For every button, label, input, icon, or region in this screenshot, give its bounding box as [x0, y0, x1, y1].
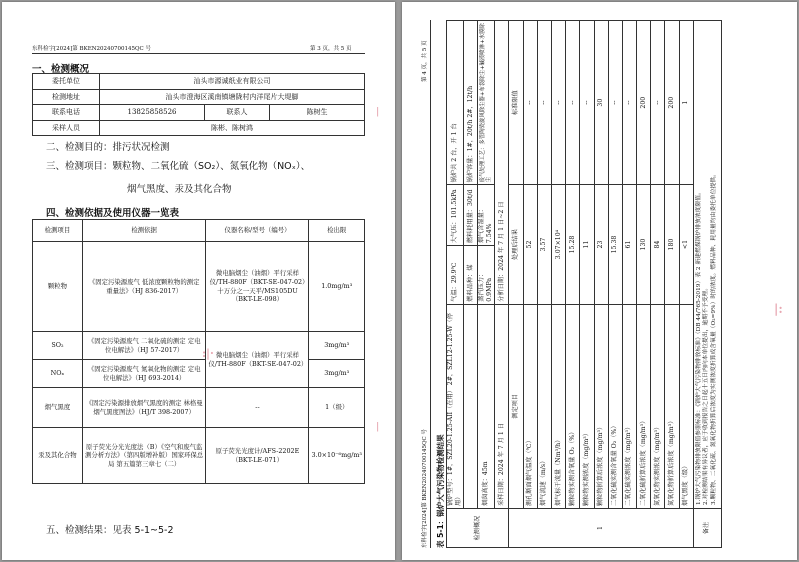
page-number: 第 3 页，共 5 页: [310, 46, 352, 52]
boiler-count: 锅炉共 2 台，开 1 台: [447, 21, 464, 185]
seal-fragment: |: [376, 422, 380, 432]
address-label: 检测地址: [33, 89, 100, 105]
table-row: [608, 21, 622, 548]
table-row: [523, 21, 537, 548]
row-limit: --: [566, 21, 580, 185]
stack-height: 烟囱高度：45m: [478, 304, 495, 508]
limit-cell: 1.0mg/m³: [309, 242, 365, 332]
row-name: 颗粒物实测含氧量 O₂（%）: [566, 304, 580, 508]
row-limit: 30: [594, 21, 608, 185]
report-number: 东科检字[2024]第 BKEN20240700145QC 号: [422, 429, 428, 548]
table-title: 表 5-1：锅炉大气污染物检测结果: [436, 434, 445, 548]
notes-label: 备注: [693, 509, 721, 548]
col-header-item: 检测项目: [33, 220, 83, 242]
basis-cell: 《固定污染源排放烟气黑度的测定 林格曼烟气黑度图法》（HJ/T 398-2007）: [82, 388, 206, 428]
table-row: [665, 21, 679, 548]
row-value: 52: [523, 185, 537, 304]
limit-cell: 3mg/m³: [309, 360, 365, 388]
temp: 气温：29.9℃: [447, 246, 464, 305]
item-cell: 汞及其化合物: [33, 428, 83, 484]
table-row: [33, 360, 365, 388]
contact-value: 陈树生: [270, 105, 365, 121]
phone-value: 13825858526: [100, 105, 205, 121]
item-cell: NOₓ: [33, 360, 83, 388]
section-title-overview: 一、检测概况: [32, 64, 90, 75]
table-row: [622, 21, 636, 548]
row-value: 180: [665, 185, 679, 304]
pressure: 大气压：101.5kPa: [447, 185, 464, 246]
phone-label: 联系电话: [33, 105, 100, 121]
item-cell: 烟气黑度: [33, 388, 83, 428]
row-limit: 200: [665, 21, 679, 185]
table-row: [679, 21, 693, 548]
row-limit: 200: [637, 21, 651, 185]
header-rule: [32, 53, 365, 54]
capacity: 锅炉容量：1#，20t/h 2#，12t/h: [464, 21, 478, 185]
row-name: 烟气流速（m/s）: [537, 304, 551, 508]
contact-label: 联系人: [205, 105, 270, 121]
row-limit: --: [537, 21, 551, 185]
row-name: 测孔断面烟气温度（℃）: [523, 304, 537, 508]
note-line: 1.锅炉大气污染物排放限值参照标准：《锅炉大气污染物排放标准》（DB 44/765-2019）表 2 新建燃煤锅炉排放浓度限值。: [695, 189, 702, 505]
seal-fragment: :|·: [202, 347, 214, 360]
basis-table: [32, 219, 365, 484]
report-number: 东科检字[2024]第 BKEN20240700145QC 号: [32, 46, 151, 52]
row-name: 烟气标干流量（Nm³/h）: [551, 304, 565, 508]
moisture: 烟气含湿量：7.54%: [478, 185, 495, 246]
row-name: 二氧化硫折算后浓度（mg/m³）: [637, 304, 651, 508]
row-name: 颗粒物折算后浓度（mg/m³）: [594, 304, 608, 508]
table-row: [464, 21, 478, 548]
row-value: 15.38: [608, 185, 622, 304]
row-limit: 1: [679, 21, 693, 185]
table-row: [509, 21, 523, 548]
treatment: 废气处理工艺：多管陶瓷旋风除尘器+布袋除尘+碱液喷淋+水膜除尘: [478, 21, 495, 185]
sampler-label: 采样人员: [33, 120, 100, 136]
table-row: [33, 242, 365, 332]
sampler-value: 陈彬、陈树鸿: [100, 120, 365, 136]
row-value: 130: [637, 185, 651, 304]
row-name: 氮氧化物折算后浓度（mg/m³）: [665, 304, 679, 508]
row-name: 二氧化硫实测含氧量 O₂（%）: [608, 304, 622, 508]
item-cell: SO₂: [33, 332, 83, 360]
col-header-instrument: 仪器名称/型号（编号）: [206, 220, 309, 242]
note-line: 2.对检测结果有异议者，应于收到报告之日起十五日内向本单位提出，逾期不予受理。: [703, 284, 710, 505]
row-value: 11: [580, 185, 594, 304]
col-header-limit: 标准限值: [509, 21, 523, 185]
overview-table: [32, 73, 365, 136]
note-line: 3.颗粒物、二氧化硫、氮氧化物折算后浓度为实测浓度折算成含氧量（O₂=9%）时的浓度。燃料品种、耗用量均由委托单位提供。: [711, 171, 717, 505]
col-header-limit: 检出限: [309, 220, 365, 242]
col-header-result: 处理后结果: [509, 185, 523, 304]
table-row: [33, 89, 365, 105]
steam-pressure: 蒸汽压力：0.9MPa: [478, 246, 495, 305]
basis-cell: 原子荧光分光光度法（B）《空气和废气监测分析方法》（第四版增补版）国家环保总局 第五篇第三章七（二）: [82, 428, 206, 484]
row-value: 23: [594, 185, 608, 304]
fuel: 燃料品种：煤: [464, 246, 478, 305]
col-header-item: 测定项目: [509, 304, 523, 508]
row-limit: --: [608, 21, 622, 185]
row-name: 颗粒物实测浓度（mg/m³）: [580, 304, 594, 508]
table-row: [33, 120, 365, 136]
report-page-4: [402, 2, 797, 560]
client-value: 汕头市源诚纸业有限公司: [100, 74, 365, 90]
table-row: [33, 74, 365, 90]
table-row: [637, 21, 651, 548]
instrument-cell: 微电脑烟尘（油烟）平行采样仪/TH-880F（BKT-SE-047-02）十万分之一天平/MS105DU（BKT-LE-098）: [206, 242, 309, 332]
results-table: [446, 20, 722, 548]
row-name: 二氧化硫实测浓度（mg/m³）: [622, 304, 636, 508]
table-row: [537, 21, 551, 548]
row-value: 84: [651, 185, 665, 304]
notes-cell: [693, 21, 721, 509]
section-items-line1: 三、检测项目：颗粒物、二氧化硫（SO₂）、氮氧化物（NOₓ）、: [46, 161, 311, 172]
row-limit: --: [523, 21, 537, 185]
basis-cell: 《固定污染源废气 二氧化硫的测定 定电位电解法》（HJ 57-2017）: [82, 332, 206, 360]
boiler-model: 锅炉型号：1#，SZL20-1.25-AII（在用） 2#，SZL12-1.25-W（停用）: [447, 304, 464, 508]
section-title-basis: 四、检测依据及使用仪器一览表: [46, 208, 180, 219]
table-row: [33, 220, 365, 242]
row-limit: --: [622, 21, 636, 185]
row-limit: --: [580, 21, 594, 185]
row-value: 3.57: [537, 185, 551, 304]
header-rule: [430, 20, 431, 548]
table-row: [33, 388, 365, 428]
instrument-cell: 微电脑烟尘（油烟）平行采样仪/TH-880F（BKT-SE-047-02）: [206, 332, 309, 388]
table-row: [478, 21, 495, 548]
row-value: <1: [679, 185, 693, 304]
seal-fragment: |:: [774, 302, 783, 316]
basis-cell: 《固定污染源废气 低浓度颗粒物的测定 重量法》（HJ 836-2017）: [82, 242, 206, 332]
section-items-line2: 烟气黑度、汞及其化合物: [127, 184, 232, 195]
basis-cell: 《固定污染源废气 氮氧化物的测定 定电位电解法》（HJ 693-2014）: [82, 360, 206, 388]
limit-cell: 1（级）: [309, 388, 365, 428]
section-results: 五、检测结果：见表 5-1~5-2: [46, 525, 174, 536]
table-row: [566, 21, 580, 548]
sample-date: 采样日期：2024 年 7 月 1 日: [495, 304, 509, 508]
table-row: [551, 21, 565, 548]
table-row: [580, 21, 594, 548]
row-name: 烟气黑度（级）: [679, 304, 693, 508]
table-row: [693, 21, 721, 548]
row-value: 15.28: [566, 185, 580, 304]
basic-label: 检测概况: [447, 509, 509, 548]
address-value: 汕头市澄海区溪南镇塘陇村内洋尾片大堤脚: [100, 89, 365, 105]
client-label: 委托单位: [33, 74, 100, 90]
row-limit: --: [651, 21, 665, 185]
page-number: 第 4 页，共 5 页: [422, 40, 428, 82]
table-row: [651, 21, 665, 548]
col-header-basis: 检测依据: [82, 220, 206, 242]
row-name: 氮氧化物实测浓度（mg/m³）: [651, 304, 665, 508]
table-row: [33, 428, 365, 484]
seal-fragment: |: [376, 107, 380, 117]
table-row: [33, 332, 365, 360]
rotated-content: [402, 2, 797, 560]
item-cell: 颗粒物: [33, 242, 83, 332]
analysis-date: 分析日期：2024 年 7 月 1 日~2 日: [495, 21, 509, 305]
instrument-cell: --: [206, 388, 309, 428]
point-number: 1: [509, 509, 693, 548]
row-value: 3.07×10⁴: [551, 185, 565, 304]
section-purpose: 二、检测目的：排污状况检测: [46, 142, 170, 153]
table-row: [33, 105, 365, 121]
limit-cell: 3.0×10⁻⁶mg/m³: [309, 428, 365, 484]
consumption: 燃料耗用量：30t/d: [464, 185, 478, 246]
report-page-3: [2, 2, 395, 560]
instrument-cell: 原子荧光光度计/AFS-2202E（BKT-LE-071）: [206, 428, 309, 484]
table-row: [447, 21, 464, 548]
row-limit: --: [551, 21, 565, 185]
limit-cell: 3mg/m³: [309, 332, 365, 360]
table-row: [594, 21, 608, 548]
row-value: 61: [622, 185, 636, 304]
table-row: [495, 21, 509, 548]
